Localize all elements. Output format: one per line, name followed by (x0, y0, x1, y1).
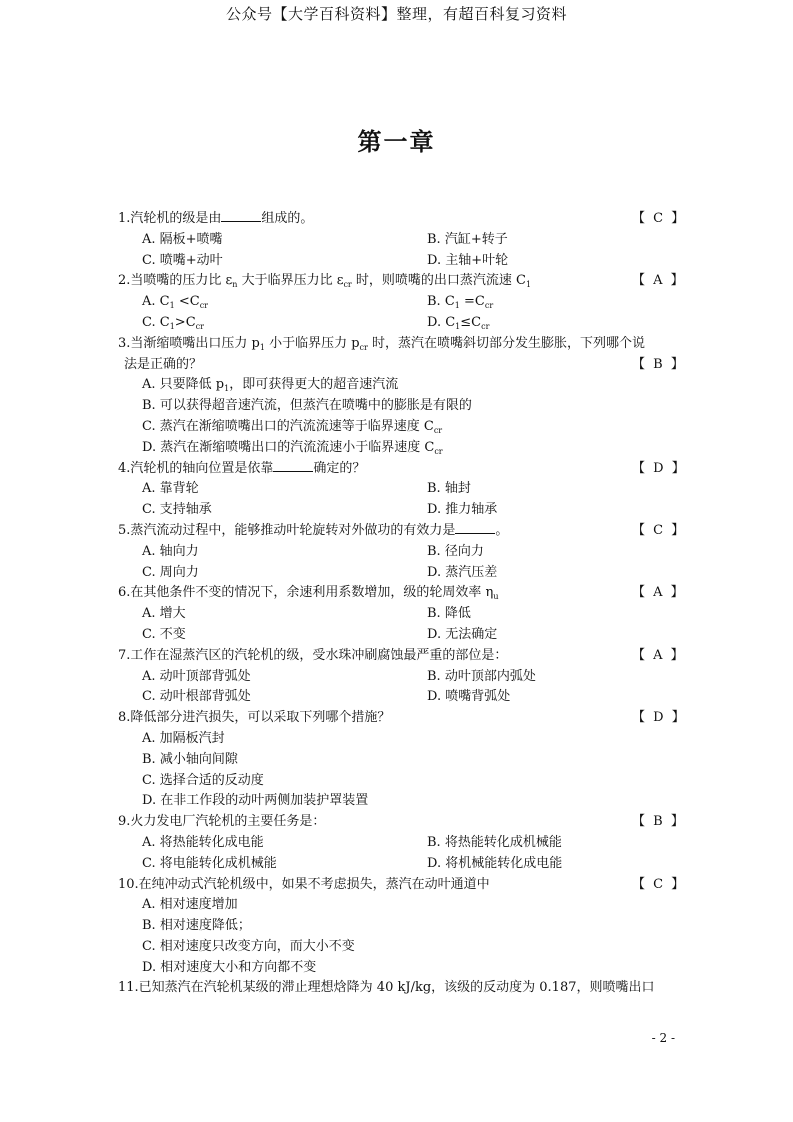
option-d: D. 相对速度大小和方向都不变 (142, 959, 317, 975)
option-d: D. 蒸汽在渐缩喷嘴出口的汽流流速小于临界速度 $C_{cr}$ (142, 439, 443, 456)
option-b: B. 动叶顶部内弧处 (427, 668, 536, 684)
answer-key: 【 C 】 (632, 876, 687, 892)
question-3-continued: 法是正确的？ 【 B 】 (118, 355, 678, 376)
options-row (118, 604, 678, 625)
options-row (118, 625, 678, 646)
option-c: C. 喷嘴+动叶 (142, 252, 223, 268)
option-c: C. 选择合适的反动度 (142, 772, 264, 788)
answer-blank (273, 459, 313, 472)
option-a: A. 靠背轮 (142, 481, 199, 497)
question-5: 5.蒸汽流动过程中，能够推动叶轮旋转对外做功的有效力是 。 【 C 】 (118, 521, 678, 542)
question-7: 7.工作在湿蒸汽区的汽轮机的级，受水珠冲刷腐蚀最严重的部位是： 【 A 】 (118, 646, 678, 667)
question-list (118, 209, 687, 999)
answer-key: 【 B 】 (632, 356, 686, 372)
question-11: 11.已知蒸汽在汽轮机某级的滞止理想焓降为 40 kJ/kg，该级的反动度为 0.187，则喷嘴出口 (118, 980, 655, 996)
option-c: C. 不变 (142, 626, 186, 642)
options-row (118, 833, 678, 854)
question-3: 3.当渐缩喷嘴出口压力 $p_1$ 小于临界压力 $p_{cr}$ 时，蒸汽在喷嘴斜切部分发生膨胀，下列哪个说 (118, 335, 645, 352)
option-a: A. $C_1 <C_{cr}$ (142, 294, 208, 311)
option-a: A. 轴向力 (142, 543, 199, 559)
options-row (118, 542, 678, 563)
options-row (118, 230, 678, 251)
answer-blank (221, 209, 261, 222)
option-b: B. 汽缸+转子 (427, 231, 508, 247)
chapter-title: 第一章 (357, 127, 436, 156)
option-a: A. 隔板+喷嘴 (142, 231, 223, 247)
question-4: 4.汽轮机的轴向位置是依靠 确定的？ 【 D 】 (118, 459, 678, 480)
options-row (118, 479, 678, 500)
option-c: C. 蒸汽在渐缩喷嘴出口的汽流流速等于临界速度 $C_{cr}$ (142, 418, 443, 435)
options-row (118, 313, 678, 334)
options-row (118, 854, 678, 875)
option-a: A. 将热能转化成电能 (142, 834, 264, 850)
option-b: B. $C_1 =C_{cr}$ (427, 294, 494, 311)
option-a: A. 加隔板汽封 (142, 730, 225, 746)
answer-key: 【 C 】 (632, 522, 687, 538)
answer-key: 【 A 】 (632, 647, 686, 663)
options-row (118, 563, 678, 584)
question-9: 9.火力发电厂汽轮机的主要任务是： 【 B 】 (118, 812, 678, 833)
answer-key: 【 D 】 (632, 460, 687, 476)
option-d: D. 在非工作段的动叶两侧加装护罩装置 (142, 793, 369, 809)
options-row (118, 292, 678, 313)
option-c: C. 动叶根部背弧处 (142, 689, 251, 705)
option-d: D. $C_1\le C_{cr}$ (427, 314, 490, 331)
answer-key: 【 B 】 (632, 814, 686, 830)
option-c: C. 相对速度只改变方向，而大小不变 (142, 938, 355, 954)
option-d: D. 推力轴承 (427, 502, 498, 518)
option-b: B. 径向力 (427, 543, 484, 559)
answer-blank (455, 521, 495, 534)
option-d: D. 主轴+叶轮 (427, 252, 509, 268)
options-row (118, 251, 678, 272)
question-1: 1.汽轮机的级是由 组成的。 【 C 】 (118, 209, 678, 230)
answer-key: 【 D 】 (632, 710, 687, 726)
option-a: A. 动叶顶部背弧处 (142, 668, 251, 684)
option-c: C. 将电能转化成机械能 (142, 855, 277, 871)
question-2: 2.当喷嘴的压力比 $\varepsilon_n$ 大于临界压力比 $\varepsilon_{cr}$ 时，则喷嘴的出口蒸汽流速 $C_1$ 【 A 】 (118, 271, 678, 292)
option-d: D. 喷嘴背弧处 (427, 689, 511, 705)
option-a: A. 只要降低 $p_1$，即可获得更大的超音速汽流 (142, 377, 399, 394)
answer-key: 【 C 】 (632, 211, 687, 226)
option-c: C. 周向力 (142, 564, 199, 580)
option-b: B. 可以获得超音速汽流，但蒸汽在喷嘴中的膨胀是有限的 (142, 398, 472, 414)
option-a: A. 增大 (142, 606, 186, 622)
answer-key: 【 A 】 (632, 585, 686, 601)
option-a: A. 相对速度增加 (142, 897, 238, 913)
option-b: B. 将热能转化成机械能 (427, 834, 562, 850)
question-10: 10.在纯冲动式汽轮机级中，如果不考虑损失，蒸汽在动叶通道中 【 C 】 (118, 875, 678, 896)
options-row (118, 687, 678, 708)
option-b: B. 降低 (427, 606, 471, 622)
question-6: 6.在其他条件不变的情况下，余速利用系数增加，级的轮周效率 $\eta_u$ 【 A 】 (118, 583, 678, 604)
page-number: - 2 - (651, 1031, 675, 1045)
option-d: D. 将机械能转化成电能 (427, 855, 563, 871)
option-d: D. 蒸汽压差 (427, 564, 498, 580)
option-b: B. 轴封 (427, 481, 471, 497)
option-b: B. 相对速度降低； (142, 918, 251, 934)
page-header: 公众号【大学百科资料】整理，有超百科复习资料 (225, 5, 567, 23)
option-c: C. 支持轴承 (142, 502, 212, 518)
options-row (118, 500, 678, 521)
answer-key: 【 A 】 (632, 273, 686, 289)
option-b: B. 减小轴向间隙 (142, 751, 238, 767)
question-8: 8.降低部分进汽损失，可以采取下列哪个措施？ 【 D 】 (118, 708, 678, 729)
option-c: C. $C_1>C_{cr}$ (142, 314, 204, 331)
options-row (118, 667, 678, 688)
option-d: D. 无法确定 (427, 626, 498, 642)
